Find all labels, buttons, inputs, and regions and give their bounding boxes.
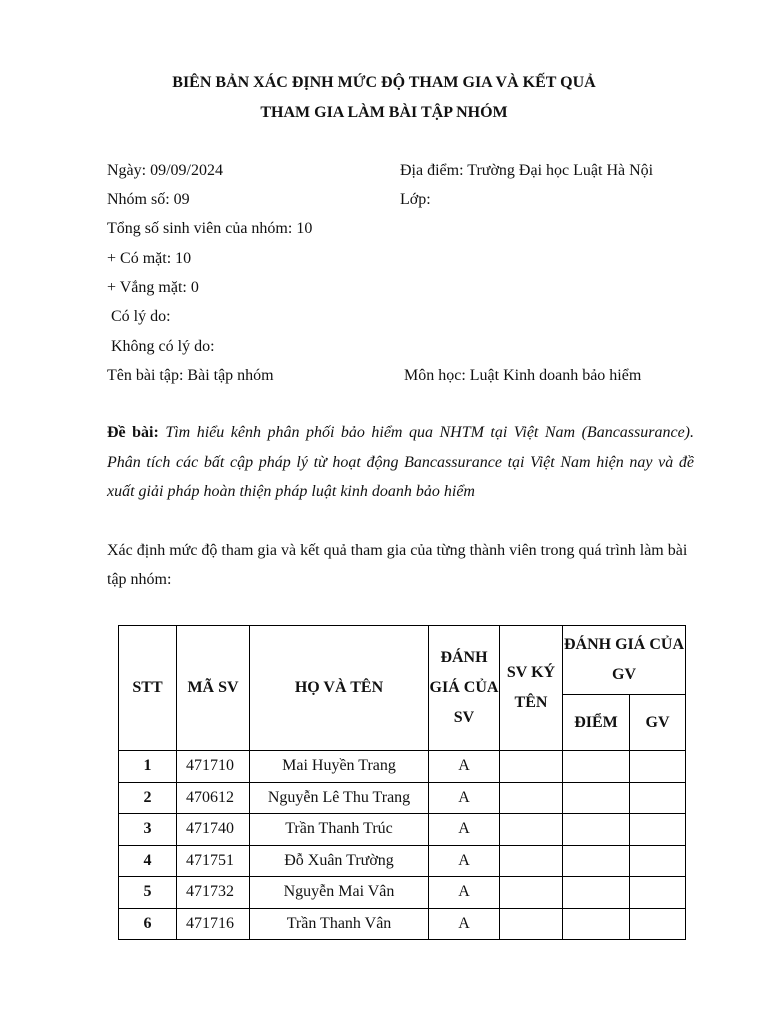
unexcused-line: Không có lý do: [111,338,215,355]
cell-student-signature [500,751,563,783]
header-lecturer-evaluation: ĐÁNH GIÁ CỦA GV [563,626,686,695]
cell-student-evaluation: A [429,877,500,909]
header-student-signature: SV KÝ TÊN [500,626,563,751]
cell-stt: 1 [119,751,177,783]
cell-student-evaluation: A [429,845,500,877]
cell-full-name: Nguyễn Mai Vân [250,877,429,909]
cell-student-signature [500,908,563,940]
cell-student-id: 471732 [177,877,250,909]
cell-score [563,845,630,877]
cell-full-name: Trần Thanh Trúc [250,814,429,846]
cell-student-id: 471716 [177,908,250,940]
cell-student-signature [500,845,563,877]
cell-student-id: 470612 [177,782,250,814]
present-line: + Có mặt: 10 [107,250,192,267]
cell-student-evaluation: A [429,782,500,814]
excused-line: Có lý do: [111,308,171,325]
topic-label: Đề bài: [107,424,159,441]
cell-stt: 3 [119,814,177,846]
header-student-evaluation: ĐÁNH GIÁ CỦA SV [429,626,500,751]
cell-score [563,814,630,846]
header-stt: STT [119,626,177,751]
header-lecturer: GV [630,695,686,751]
table-row [119,814,686,846]
table-row [119,908,686,940]
subject-line: Môn học: Luật Kinh doanh bảo hiểm [404,367,642,384]
total-students-line: Tổng số sinh viên của nhóm: 10 [107,220,313,237]
header-student-id: MÃ SV [177,626,250,751]
cell-lecturer [630,908,686,940]
document-title-line-1: BIÊN BẢN XÁC ĐỊNH MỨC ĐỘ THAM GIA VÀ KẾT QUẢ [172,74,596,91]
topic-text: Tìm hiểu kênh phân phối bảo hiểm qua NHTM tại Việt Nam (Bancassurance). Phân tích các bất cập pháp lý từ hoạt động Bancassurance tại Việt Nam hiện nay và đề xuất giải pháp hoàn thiện pháp luật kinh doanh bảo hiểm [107,424,695,500]
cell-student-id: 471751 [177,845,250,877]
absent-line: + Vắng mặt: 0 [107,279,199,296]
header-full-name: HỌ VÀ TÊN [250,626,429,751]
cell-student-id: 471710 [177,751,250,783]
cell-student-signature [500,782,563,814]
cell-full-name: Trần Thanh Vân [250,908,429,940]
topic-paragraph [107,418,694,507]
cell-score [563,751,630,783]
cell-lecturer [630,877,686,909]
cell-student-signature [500,814,563,846]
cell-lecturer [630,814,686,846]
cell-full-name: Mai Huyền Trang [250,751,429,783]
location-line: Địa điểm: Trường Đại học Luật Hà Nội [400,162,654,179]
cell-student-evaluation: A [429,908,500,940]
header-score: ĐIỂM [563,695,630,751]
cell-stt: 2 [119,782,177,814]
participation-table [118,625,686,940]
cell-student-evaluation: A [429,751,500,783]
date-line: Ngày: 09/09/2024 [107,162,223,179]
cell-lecturer [630,782,686,814]
assignment-line: Tên bài tập: Bài tập nhóm [107,367,274,384]
group-number-line: Nhóm số: 09 [107,191,190,208]
table-row [119,782,686,814]
table-header-row [119,626,686,695]
cell-lecturer [630,845,686,877]
cell-stt: 5 [119,877,177,909]
class-line: Lớp: [400,191,431,208]
cell-student-id: 471740 [177,814,250,846]
cell-score [563,782,630,814]
cell-full-name: Nguyễn Lê Thu Trang [250,782,429,814]
cell-score [563,877,630,909]
table-row [119,845,686,877]
table-row [119,751,686,783]
cell-score [563,908,630,940]
cell-stt: 4 [119,845,177,877]
cell-student-evaluation: A [429,814,500,846]
cell-lecturer [630,751,686,783]
cell-student-signature [500,877,563,909]
document-title-line-2: THAM GIA LÀM BÀI TẬP NHÓM [260,104,508,121]
intro-paragraph: Xác định mức độ tham gia và kết quả tham gia của từng thành viên trong quá trình làm bài tập nhóm: [107,542,688,588]
cell-full-name: Đỗ Xuân Trường [250,845,429,877]
cell-stt: 6 [119,908,177,940]
table-row [119,877,686,909]
